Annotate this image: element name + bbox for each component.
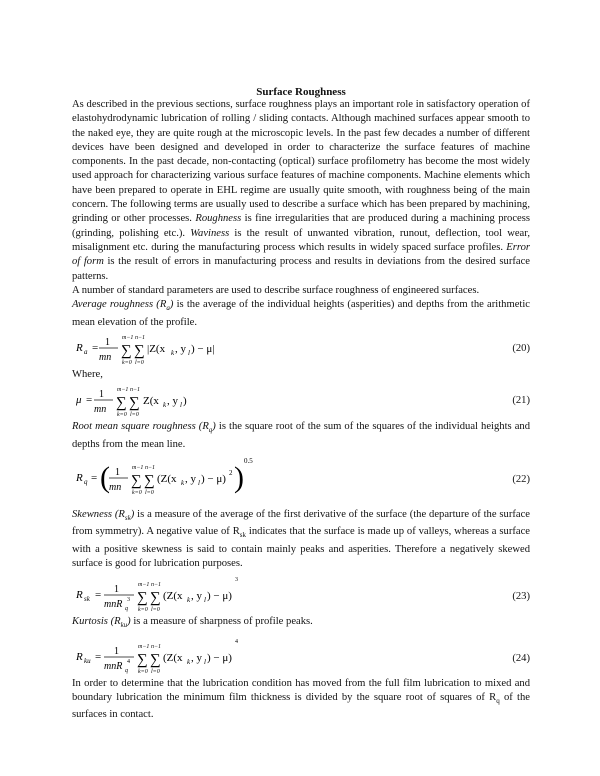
document-page [72, 86, 530, 723]
svg-text:k=0: k=0 [138, 668, 148, 675]
svg-text:mn: mn [94, 404, 107, 416]
equation-20 [72, 332, 530, 366]
svg-text:q: q [125, 667, 128, 674]
svg-text:k: k [171, 348, 175, 357]
svg-text:ku: ku [84, 656, 91, 665]
term-error-of-form: Error of form [72, 241, 530, 268]
svg-text:n−1: n−1 [151, 582, 162, 589]
skewness-definition: Skewness $(R_{sk})$ is a measure of the average of the first derivative of the surface (the departure of the surface from symmetry). A negative value of $R_{sk}$ indicates that the surface is made up of valleys, whereas a surface with a positive skewness is said to contain mainly peaks and asperities. Therefore a negatively skewed surface is good for lubrication purposes. [72, 508, 530, 569]
svg-text:l: l [188, 348, 190, 357]
svg-text:3: 3 [127, 597, 130, 604]
svg-text:2: 2 [229, 468, 233, 477]
svg-text:l: l [198, 478, 200, 487]
svg-text:=: = [91, 471, 98, 484]
svg-text:, y: , y [167, 395, 178, 408]
svg-text:k: k [187, 657, 191, 666]
svg-text:(: ( [100, 460, 110, 494]
svg-text:l=0: l=0 [135, 359, 144, 366]
svg-text:, y: , y [191, 590, 202, 603]
svg-text:∑: ∑ [150, 590, 161, 607]
svg-text:sk: sk [84, 595, 90, 604]
svg-text:mn: mn [99, 351, 112, 363]
svg-text:k=0: k=0 [138, 607, 148, 614]
svg-text:l: l [204, 657, 206, 666]
svg-text:1: 1 [105, 336, 110, 348]
svg-text:, y: , y [175, 342, 186, 355]
svg-text:∑: ∑ [129, 395, 140, 412]
svg-text:=: = [92, 341, 99, 354]
svg-text:0.5: 0.5 [244, 456, 253, 465]
svg-text:mnR: mnR [104, 599, 123, 611]
svg-text:4: 4 [235, 638, 238, 645]
svg-text:, y: , y [185, 472, 196, 485]
svg-text:R: R [76, 650, 83, 663]
where-label: Where, [72, 368, 103, 380]
svg-text:l=0: l=0 [145, 489, 154, 496]
svg-text:n−1: n−1 [145, 464, 156, 471]
equation-number: (21) [512, 395, 530, 407]
svg-text:∑: ∑ [131, 472, 142, 489]
svg-text:μ: μ [76, 394, 82, 407]
svg-text:=: = [95, 589, 102, 602]
svg-text:l=0: l=0 [130, 412, 139, 419]
params-intro: A number of standard parameters are used to describe surface roughness of engineered surfaces. [72, 284, 480, 296]
section-title: Surface Roughness [256, 86, 346, 98]
equation-22 [72, 454, 530, 502]
svg-text:(Z(x: (Z(x [163, 651, 183, 664]
svg-text:q: q [84, 477, 88, 486]
svg-text:1: 1 [99, 389, 104, 401]
svg-text:∑: ∑ [116, 395, 127, 412]
avg-roughness-definition: Average roughness $(R_a)$ is the average of the individual heights (asperities) and depths from the arithmetic mean elevation of the profile. [72, 299, 530, 328]
svg-text:k=0: k=0 [132, 489, 142, 496]
svg-text:k: k [187, 596, 191, 605]
equation-number: (24) [512, 652, 530, 664]
svg-text:1: 1 [114, 584, 119, 596]
svg-text:l=0: l=0 [151, 607, 160, 614]
term-roughness: Roughness [195, 213, 242, 225]
svg-text:4: 4 [127, 658, 130, 665]
svg-text:k: k [163, 401, 167, 410]
svg-text:∑: ∑ [134, 342, 145, 359]
term-waviness: Waviness [190, 227, 230, 239]
svg-text:=: = [86, 394, 93, 407]
svg-text:1: 1 [114, 645, 119, 657]
svg-text:|Z(x: |Z(x [147, 342, 166, 355]
svg-text:l=0: l=0 [151, 668, 160, 675]
svg-text:a: a [84, 347, 88, 356]
svg-text:=: = [95, 650, 102, 663]
svg-text:(Z(x: (Z(x [163, 590, 183, 603]
svg-text:): ) [183, 395, 187, 408]
svg-text:) − μ): ) − μ) [207, 590, 232, 603]
svg-text:mn: mn [109, 481, 122, 493]
svg-text:l: l [204, 596, 206, 605]
svg-text:3: 3 [235, 577, 238, 584]
intro-paragraph: As described in the previous sections, surface roughness plays an important role in satisfactory operation of elastohydrodynamic lubrication of rolling / sliding contacts. Although machined surfaces appear smooth to the naked eye, they are quite rough at the microscopic levels. In the past few decades a number of different devices have been designed and developed in order to characterize the surface features of machine components. In the past decade, non-contacting (optical) surface profilometry has become the most widely used approach for characterizing various surface features of machine components. Machine elements which have been prepared to operate in EHL regime are usually quite smooth, with roughness being of the main concern. The following terms are usually used to describe a surface which has been prepared by machining, grinding or other processes. Roughness is fine irregularities that are produced during a machining process (grinding, polishing etc.). Waviness is the result of unwanted vibration, runout, deflection, tool wear, misalignment etc. during the manufacturing process which results in widely spaced surface profiles. Error of form is the result of errors in manufacturing process and results in deviations from the desired surface patterns. [72, 99, 530, 282]
svg-text:(Z(x: (Z(x [157, 472, 177, 485]
svg-text:∑: ∑ [121, 342, 132, 359]
svg-text:R: R [76, 589, 83, 602]
svg-text:k=0: k=0 [117, 412, 127, 419]
svg-text:q: q [125, 606, 128, 613]
svg-text:k: k [181, 478, 185, 487]
svg-text:m−1: m−1 [122, 334, 134, 341]
svg-text:, y: , y [191, 651, 202, 664]
svg-text:1: 1 [115, 466, 120, 478]
svg-text:n−1: n−1 [151, 643, 162, 650]
rms-roughness-definition: Root mean square roughness $(R_q)$ is the square root of the sum of the squares of the individual heights and depths from the mean line. [72, 421, 530, 450]
svg-text:m−1: m−1 [132, 464, 144, 471]
svg-text:Z(x: Z(x [143, 395, 159, 408]
equation-24 [72, 635, 530, 675]
svg-text:n−1: n−1 [130, 387, 141, 394]
svg-text:n−1: n−1 [135, 334, 146, 341]
svg-text:k=0: k=0 [122, 359, 132, 366]
svg-text:): ) [234, 460, 244, 494]
svg-text:) − μ): ) − μ) [201, 472, 226, 485]
kurtosis-definition: Kurtosis $(R_{ku})$ is a measure of sharpness of profile peaks. [72, 616, 313, 630]
svg-text:∑: ∑ [137, 651, 148, 668]
equation-23 [72, 573, 530, 613]
equation-21 [72, 384, 530, 418]
svg-text:∑: ∑ [144, 472, 155, 489]
svg-text:m−1: m−1 [117, 387, 129, 394]
svg-text:m−1: m−1 [138, 643, 150, 650]
svg-text:∑: ∑ [150, 651, 161, 668]
svg-text:∑: ∑ [137, 590, 148, 607]
conclusion-paragraph: In order to determine that the lubrication condition has moved from the full film lubrication to mixed and boundary lubrication the minimum film thickness is divided by the square root of squares of $R_q$ of the surfaces in contact. [72, 677, 530, 721]
equation-number: (22) [512, 473, 530, 485]
svg-text:m−1: m−1 [138, 582, 150, 589]
svg-text:R: R [76, 341, 83, 354]
svg-text:mnR: mnR [104, 660, 123, 672]
svg-text:l: l [180, 401, 182, 410]
equation-number: (23) [512, 591, 530, 603]
svg-text:) − μ): ) − μ) [207, 651, 232, 664]
equation-number: (20) [512, 342, 530, 354]
svg-text:R: R [76, 471, 83, 484]
svg-text:) − μ|: ) − μ| [191, 342, 215, 355]
